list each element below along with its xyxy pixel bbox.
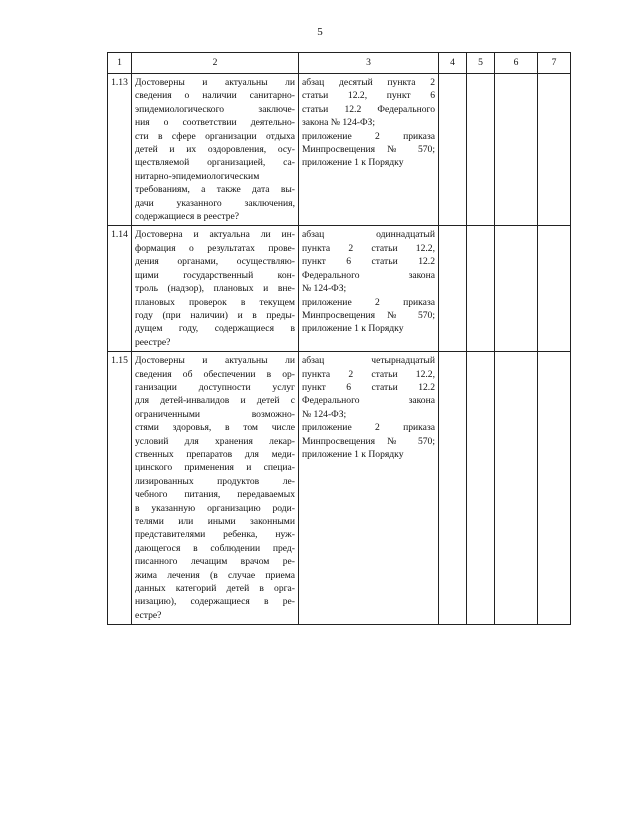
question-line: сведения об обеспечении в ор- (135, 368, 295, 380)
question-line: дения органами, осуществляю- (135, 256, 295, 268)
answer-yes-cell (439, 352, 467, 625)
legal-reference-cell (299, 352, 439, 625)
question-line: формация о результатах прове- (135, 242, 295, 254)
question-line: условий для хранения лекар- (135, 435, 295, 447)
question-line: эпидемиологического заключе- (135, 103, 295, 115)
question-line: ограниченными возможно- (135, 408, 295, 420)
reference-line: Федерального закона (302, 395, 435, 407)
not-applicable-cell (495, 74, 538, 226)
question-line: Достоверны и актуальны ли (135, 77, 295, 88)
reference-line: статьи 12.2, пункт 6 (302, 90, 435, 102)
question-line: дущем году, содержащиеся в (135, 323, 295, 335)
reference-line: приложение 2 приказа (302, 130, 435, 142)
question-line: сти в сфере организации отдыха (135, 130, 295, 142)
question-line: щими государственный кон- (135, 269, 295, 281)
header-row (108, 53, 571, 74)
question-line: Достоверна и актуальна ли ин- (135, 229, 295, 241)
reference-line: Минпросвещения № 570; (302, 435, 435, 447)
question-line: жима лечения (в случае приема (135, 569, 295, 581)
question-line: ния о соответствии деятельно- (135, 117, 295, 129)
reference-line: абзац одиннадцатый (302, 229, 435, 241)
legal-reference-cell (299, 226, 439, 352)
reference-line: пункта 2 статьи 12.2, (302, 242, 435, 254)
question-line: реестре? (135, 336, 171, 348)
answer-no-cell (467, 74, 495, 226)
question-line: данных категорий детей в орга- (135, 583, 295, 595)
question-line: писанного лечащим врачом ре- (135, 556, 295, 568)
answer-yes-cell (439, 74, 467, 226)
question-line: требованиям, а также дата вы- (135, 184, 295, 196)
not-applicable-cell (495, 352, 538, 625)
question-line: ществляемой организацией, са- (135, 157, 295, 169)
row-number: 1.13 (108, 74, 132, 226)
question-line: дающегося в соблюдении пред- (135, 542, 295, 554)
column-header: 3 (299, 53, 439, 74)
question-line: Достоверны и актуальны ли (135, 355, 295, 367)
column-header: 6 (495, 53, 538, 74)
reference-line: абзац десятый пункта 2 (302, 77, 435, 88)
answer-no-cell (467, 352, 495, 625)
table-row (108, 352, 571, 625)
checklist-table (107, 52, 571, 625)
question-line: чебного питания, передаваемых (135, 489, 295, 501)
question-line: сведения о наличии санитарно- (135, 90, 295, 102)
legal-reference-cell (299, 74, 439, 226)
question-line: в указанную организацию роди- (135, 502, 295, 514)
row-number: 1.14 (108, 226, 132, 352)
question-line: содержащиеся в реестре? (135, 211, 240, 223)
question-line: детей и их оздоровления, осу- (135, 144, 295, 156)
page-number: 5 (317, 26, 323, 38)
question-cell (132, 226, 299, 352)
reference-line: Минпросвещения № 570; (302, 144, 435, 156)
question-line: лизированных продуктов ле- (135, 475, 295, 487)
column-header: 1 (108, 53, 132, 74)
question-line: ганизации доступности услуг (135, 381, 295, 393)
not-applicable-cell (495, 226, 538, 352)
reference-line: приложение 2 приказа (302, 296, 435, 308)
question-line: естре? (135, 609, 162, 621)
question-cell (132, 352, 299, 625)
question-line: стями здоровья, в том числе (135, 422, 295, 434)
question-line: телями или иными законными (135, 516, 295, 527)
reference-line: Минпросвещения № 570; (302, 309, 435, 321)
table-row (108, 226, 571, 352)
question-line: нитарно-эпидемиологическим (135, 170, 260, 182)
reference-line: пункта 2 статьи 12.2, (302, 368, 435, 380)
column-header: 2 (132, 53, 299, 74)
question-line: ственных препаратов для меди- (135, 448, 295, 460)
reference-line: пункт 6 статьи 12.2 (302, 256, 435, 268)
question-line: представителями ребенка, нуж- (135, 529, 295, 541)
column-header: 7 (538, 53, 571, 74)
note-cell (538, 352, 571, 625)
reference-line: абзац четырнадцатый (302, 355, 435, 367)
reference-line: пункт 6 статьи 12.2 (302, 381, 435, 393)
note-cell (538, 74, 571, 226)
answer-no-cell (467, 226, 495, 352)
reference-line: статьи 12.2 Федерального (302, 103, 435, 115)
reference-line: приложение 1 к Порядку (302, 323, 404, 335)
reference-line: № 124-ФЗ; (302, 408, 347, 420)
question-line: году (при наличии) и в преды- (135, 309, 295, 321)
table-row (108, 74, 571, 226)
reference-line: закона № 124-ФЗ; (302, 117, 375, 129)
question-line: цинского применения и специа- (135, 462, 295, 474)
question-line: низацию), содержащиеся в ре- (135, 596, 295, 608)
reference-line: приложение 1 к Порядку (302, 157, 404, 169)
reference-line: приложение 1 к Порядку (302, 448, 404, 460)
reference-line: Федерального закона (302, 269, 435, 281)
column-header: 5 (467, 53, 495, 74)
reference-line: № 124-ФЗ; (302, 283, 347, 295)
column-header: 4 (439, 53, 467, 74)
answer-yes-cell (439, 226, 467, 352)
question-cell (132, 74, 299, 226)
question-line: плановых проверок в текущем (135, 296, 295, 308)
question-line: для детей-инвалидов и детей с (135, 395, 295, 407)
note-cell (538, 226, 571, 352)
question-line: дачи указанного заключения, (135, 197, 295, 209)
row-number: 1.15 (108, 352, 132, 625)
reference-line: приложение 2 приказа (302, 422, 435, 434)
question-line: троль (надзор), плановых и вне- (135, 283, 295, 295)
